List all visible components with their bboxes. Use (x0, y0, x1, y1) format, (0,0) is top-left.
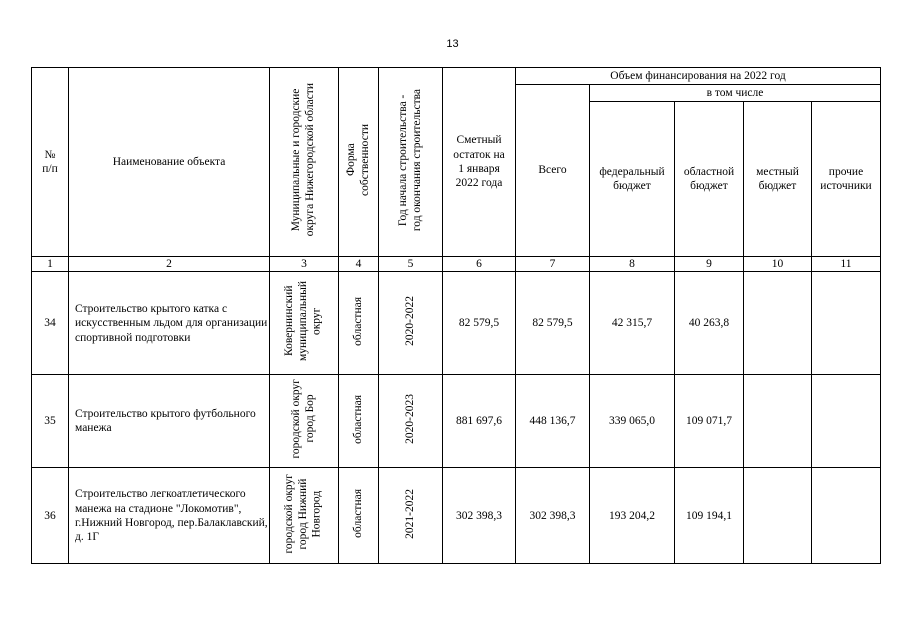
row-other (812, 375, 881, 468)
row-ownership-cell (339, 272, 379, 375)
row-regional: 40 263,8 (675, 272, 744, 375)
row-num: 35 (32, 375, 69, 468)
header-ownership: Форма собственности (344, 123, 371, 196)
row-ownership: областная (351, 296, 364, 346)
row-num: 36 (32, 468, 69, 564)
row-other (812, 272, 881, 375)
row-ownership: областная (351, 489, 364, 539)
header-including: в том числе (590, 85, 881, 102)
row-other (812, 468, 881, 564)
column-number: 11 (812, 257, 881, 272)
row-municipality-cell (270, 272, 339, 375)
row-years-cell (379, 375, 443, 468)
table-row (32, 375, 881, 468)
row-ownership: областная (351, 394, 364, 444)
row-years: 2021-2022 (403, 488, 416, 539)
row-estimate: 302 398,3 (443, 468, 516, 564)
row-municipality: городской округ город Бор (290, 379, 316, 459)
row-years: 2020-2022 (403, 296, 416, 347)
row-years-cell (379, 272, 443, 375)
row-estimate: 82 579,5 (443, 272, 516, 375)
column-number: 3 (270, 257, 339, 272)
row-federal: 339 065,0 (590, 375, 675, 468)
header-estimate: Сметный остаток на 1 января 2022 года (443, 68, 516, 257)
row-years: 2020-2023 (403, 394, 416, 445)
row-num: 34 (32, 272, 69, 375)
header-municipality: Муниципальные и городские округа Нижегородской области (290, 83, 316, 237)
header-municipality-cell (270, 68, 339, 257)
row-local (744, 468, 812, 564)
column-number: 2 (69, 257, 270, 272)
column-numbers-row (32, 257, 881, 272)
row-name: Строительство легкоатлетического манежа на стадионе "Локомотив", г.Нижний Новгород, пер.Балаклавский, д. 1Г (69, 468, 270, 564)
column-number: 4 (339, 257, 379, 272)
row-municipality: городской округ город Нижний Новгород (283, 473, 323, 554)
header-total: Всего (516, 85, 590, 257)
column-number: 10 (744, 257, 812, 272)
column-number: 9 (675, 257, 744, 272)
header-other: прочие источники (812, 102, 881, 257)
table-row (32, 468, 881, 564)
page-number: 13 (446, 38, 459, 50)
column-number: 8 (590, 257, 675, 272)
column-number: 6 (443, 257, 516, 272)
row-regional: 109 071,7 (675, 375, 744, 468)
header-regional: областной бюджет (675, 102, 744, 257)
column-number: 5 (379, 257, 443, 272)
header-funding-group: Объем финансирования на 2022 год (516, 68, 881, 85)
row-total: 302 398,3 (516, 468, 590, 564)
row-municipality-cell (270, 375, 339, 468)
row-estimate: 881 697,6 (443, 375, 516, 468)
row-total: 82 579,5 (516, 272, 590, 375)
header-local: местный бюджет (744, 102, 812, 257)
column-number: 7 (516, 257, 590, 272)
header-ownership-cell (339, 68, 379, 257)
header-years: Год начала строительства - год окончания строительства (396, 88, 423, 231)
funding-table (31, 67, 881, 564)
header-num: № п/п (32, 68, 69, 257)
row-federal: 193 204,2 (590, 468, 675, 564)
header-name: Наименование объекта (69, 68, 270, 257)
row-local (744, 375, 812, 468)
row-local (744, 272, 812, 375)
row-federal: 42 315,7 (590, 272, 675, 375)
row-name: Строительство крытого катка с искусственным льдом для организации спортивной подготовки (69, 272, 270, 375)
row-regional: 109 194,1 (675, 468, 744, 564)
table-row (32, 272, 881, 375)
row-municipality-cell (270, 468, 339, 564)
row-years-cell (379, 468, 443, 564)
header-years-cell (379, 68, 443, 257)
column-number: 1 (32, 257, 69, 272)
row-total: 448 136,7 (516, 375, 590, 468)
row-municipality: Ковернинский муниципальный округ (283, 281, 323, 362)
row-name: Строительство крытого футбольного манежа (69, 375, 270, 468)
row-ownership-cell (339, 468, 379, 564)
row-ownership-cell (339, 375, 379, 468)
header-federal: федеральный бюджет (590, 102, 675, 257)
